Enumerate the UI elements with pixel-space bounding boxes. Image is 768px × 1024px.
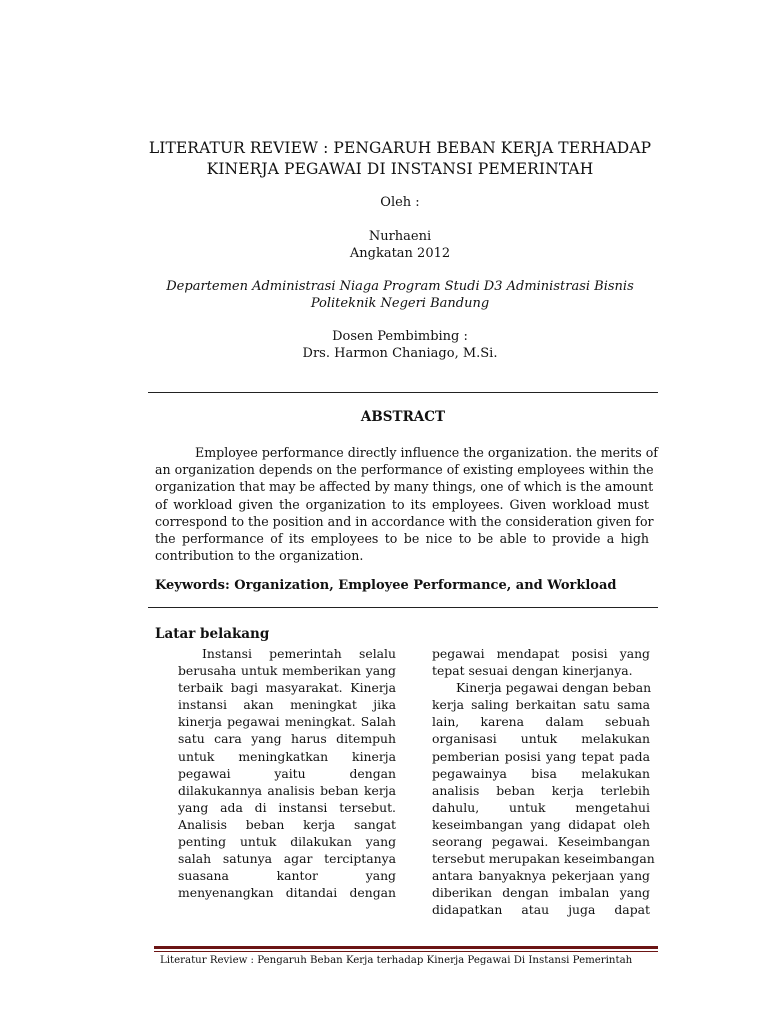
left-column-line-15: menyenangkan ditandai dengan — [178, 885, 396, 901]
left-column-line-12: penting untuk dilakukan yang — [178, 834, 396, 850]
affiliation-line-2: Politeknik Negeri Bandung — [310, 296, 490, 311]
right-column — [432, 645, 655, 919]
right-column-line-13: tersebut merupakan keseimbangan — [432, 851, 655, 867]
author-class-year: Angkatan 2012 — [349, 246, 451, 261]
by-label: Oleh : — [380, 195, 420, 210]
abstract-line-1: Employee performance directly influence the organization. the merits of — [195, 445, 658, 460]
right-column-line-6: organisasi untuk melakukan — [432, 731, 650, 747]
left-column-line-14: suasana kantor yang — [178, 868, 396, 884]
right-column-line-14: antara banyaknya pekerjaan yang — [432, 868, 650, 884]
abstract-line-7: contribution to the organization. — [155, 548, 364, 564]
abstract-line-5: correspond to the position and in accordance with the consideration given for — [155, 513, 654, 529]
left-column-line-11: Analisis beban kerja sangat — [178, 816, 396, 832]
right-column-line-8: pegawainya bisa melakukan — [432, 765, 650, 781]
right-column-line-1: pegawai mendapat posisi yang — [432, 646, 650, 661]
right-column-line-12: seorang pegawai. Keseimbangan — [432, 834, 650, 850]
right-column-line-11: keseimbangan yang didapat oleh — [432, 816, 650, 832]
left-column-line-8: pegawai yaitu dengan — [178, 765, 396, 781]
right-column-line-4: kerja saling berkaitan satu sama — [432, 697, 650, 713]
left-column-line-13: salah satunya agar terciptanya — [178, 851, 396, 867]
abstract-heading: ABSTRACT — [360, 409, 446, 425]
footer-rule-thick — [154, 946, 658, 949]
author-name: Nurhaeni — [368, 229, 432, 244]
right-column-line-10: dahulu, untuk mengetahui — [432, 799, 650, 815]
right-column-line-15: diberikan dengan imbalan yang — [432, 885, 650, 901]
left-column-line-5: kinerja pegawai meningkat. Salah — [178, 714, 396, 730]
left-column-line-4: instansi akan meningkat jika — [178, 697, 396, 713]
abstract-line-2: an organization depends on the performance of existing employees within the — [155, 462, 654, 478]
right-column-line-7: pemberian posisi yang tepat pada — [432, 748, 650, 764]
affiliation-line-1: Departemen Administrasi Niaga Program Studi D3 Administrasi Bisnis — [166, 279, 634, 294]
left-column-line-6: satu cara yang harus ditempuh — [178, 731, 396, 747]
paper-title — [130, 138, 670, 180]
right-column-line-5: lain, karena dalam sebuah — [432, 714, 650, 730]
section-heading: Latar belakang — [155, 626, 270, 642]
left-column-line-7: untuk meningkatkan kinerja — [178, 748, 396, 764]
left-column — [178, 645, 396, 901]
abstract-line-3: organization that may be affected by many things, one of which is the amount — [155, 479, 654, 495]
keywords: Keywords: Organization, Employee Performance, and Workload — [155, 578, 617, 593]
left-column-line-1: Instansi pemerintah selalu — [202, 646, 396, 661]
right-column-line-3: Kinerja pegawai dengan beban — [456, 680, 652, 696]
title-line-2: KINERJA PEGAWAI DI INSTANSI PEMERINTAH — [206, 160, 594, 178]
supervisor-name: Drs. Harmon Chaniago, M.Si. — [302, 346, 498, 361]
left-column-line-9: dilakukannya analisis beban kerja — [178, 782, 396, 798]
abstract-line-6: the performance of its employees to be nice to be able to provide a high — [155, 531, 649, 547]
keywords-divider — [148, 607, 658, 608]
right-column-line-9: analisis beban kerja terlebih — [432, 782, 650, 798]
left-column-line-3: terbaik bagi masyarakat. Kinerja — [178, 680, 396, 696]
right-column-line-2: tepat sesuai dengan kinerjanya. — [432, 663, 633, 679]
abstract-line-4: of workload given the organization to its employees. Given workload must — [155, 496, 649, 512]
right-column-line-16: didapatkan atau juga dapat — [432, 902, 650, 918]
running-footer: Literatur Review : Pengaruh Beban Kerja terhadap Kinerja Pegawai Di Instansi Pemerintah — [160, 955, 633, 966]
left-column-line-10: yang ada di instansi tersebut. — [178, 799, 396, 815]
title-line-1: LITERATUR REVIEW : PENGARUH BEBAN KERJA TERHADAP — [148, 139, 652, 157]
abstract-body — [155, 444, 658, 564]
footer-rule-thin — [154, 951, 658, 952]
left-column-line-2: berusaha untuk memberikan yang — [178, 663, 396, 679]
header-divider — [148, 392, 658, 393]
supervisor-label: Dosen Pembimbing : — [332, 329, 468, 344]
